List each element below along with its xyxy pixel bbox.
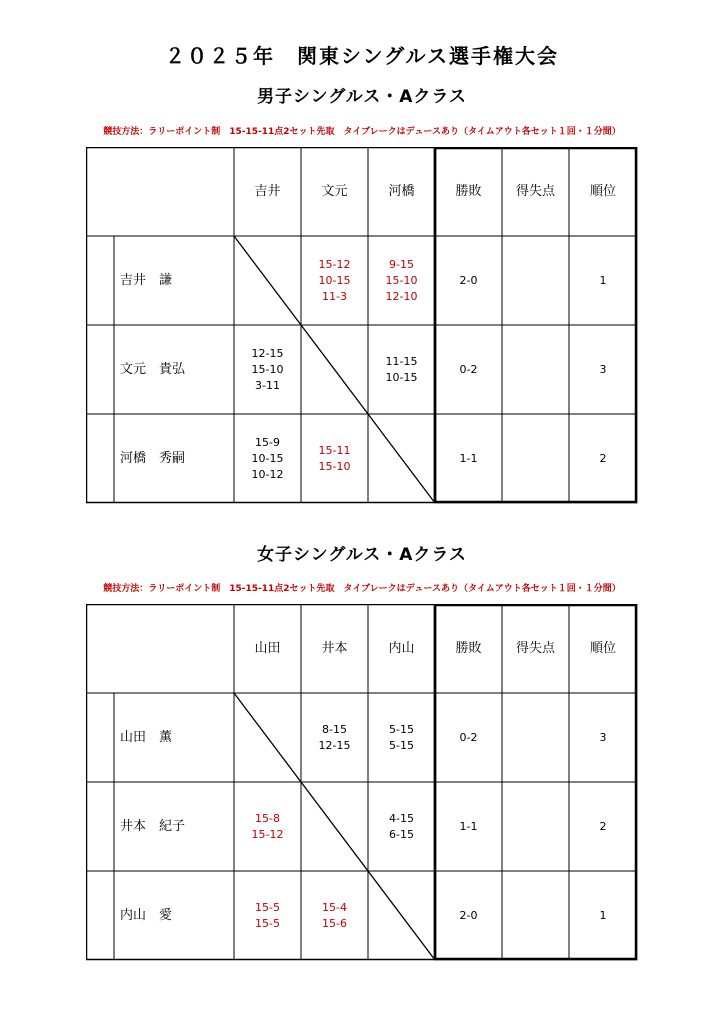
header-opponent-3 xyxy=(368,604,435,693)
set-score: 11-3 xyxy=(322,289,347,303)
rank xyxy=(569,325,637,414)
win-loss-record xyxy=(435,871,502,960)
win-loss-value: 2-0 xyxy=(459,908,478,922)
header-record xyxy=(435,604,502,693)
header-opponent-3 xyxy=(368,147,435,236)
match-score xyxy=(234,414,301,503)
player-name xyxy=(116,414,236,503)
player-name xyxy=(116,871,236,960)
rank-value: 1 xyxy=(599,273,607,287)
rank xyxy=(569,414,637,503)
header-rank xyxy=(569,604,637,693)
point-difference xyxy=(502,236,569,325)
set-score: 6-15 xyxy=(389,827,414,841)
header-points-label: 得失点 xyxy=(515,640,555,656)
header-opponent-3-label: 河橋 xyxy=(388,183,415,199)
rules-text-women: 競技方法：ラリーポイント制 15-15-11点2セット先取 タイブレークはデュースあり（タイムアウト各セット１回・１分間） xyxy=(103,584,621,594)
league-table-women xyxy=(86,604,637,961)
win-loss-record xyxy=(435,693,502,782)
set-score: 15-11 xyxy=(318,443,351,457)
set-score: 8-15 xyxy=(322,722,347,736)
set-score: 10-12 xyxy=(251,467,284,481)
set-score: 12-15 xyxy=(318,738,351,752)
page-title: ２０２５年 関東シングルス選手権大会 xyxy=(165,44,559,68)
set-score: 15-9 xyxy=(255,435,280,449)
match-score xyxy=(301,871,368,960)
set-score: 15-5 xyxy=(255,916,280,930)
set-score: 3-11 xyxy=(255,378,280,392)
point-difference xyxy=(502,782,569,871)
set-score: 11-15 xyxy=(385,354,418,368)
match-score xyxy=(368,693,435,782)
player-name-label: 吉井 謙 xyxy=(120,272,173,288)
header-rank-label: 順位 xyxy=(589,183,616,199)
match-score xyxy=(301,414,368,503)
match-score xyxy=(234,325,301,414)
header-points xyxy=(502,147,569,236)
rank-value: 3 xyxy=(599,362,607,376)
point-difference xyxy=(502,414,569,503)
set-score: 4-15 xyxy=(389,811,414,825)
win-loss-value: 0-2 xyxy=(459,730,478,744)
set-score: 15-12 xyxy=(318,257,351,271)
win-loss-record xyxy=(435,236,502,325)
set-score: 15-10 xyxy=(251,362,284,376)
rank xyxy=(569,236,637,325)
win-loss-value: 1-1 xyxy=(459,451,478,465)
header-opponent-1 xyxy=(234,604,301,693)
set-score: 10-15 xyxy=(385,370,418,384)
set-score: 10-15 xyxy=(318,273,351,287)
match-score xyxy=(368,236,435,325)
player-name xyxy=(116,325,236,414)
player-name xyxy=(116,236,236,325)
league-table-men xyxy=(86,147,637,503)
set-score: 12-10 xyxy=(385,289,418,303)
set-score: 15-10 xyxy=(385,273,418,287)
player-name-label: 山田 薫 xyxy=(120,729,173,745)
set-score: 15-6 xyxy=(322,916,347,930)
rules-text-men: 競技方法：ラリーポイント制 15-15-11点2セット先取 タイブレークはデュースあり（タイムアウト各セット１回・１分間） xyxy=(103,127,621,137)
section-subtitle-women: 女子シングルス・Aクラス xyxy=(257,545,467,565)
match-score xyxy=(234,871,301,960)
header-rank-label: 順位 xyxy=(589,640,616,656)
set-score: 9-15 xyxy=(389,257,414,271)
header-record-label: 勝敗 xyxy=(455,183,482,199)
rank xyxy=(569,782,637,871)
header-opponent-2-label: 井本 xyxy=(321,640,348,656)
win-loss-value: 1-1 xyxy=(459,819,478,833)
rank-value: 1 xyxy=(599,908,607,922)
header-opponent-2 xyxy=(301,147,368,236)
rank xyxy=(569,871,637,960)
match-score xyxy=(301,693,368,782)
player-name-label: 文元 貴弘 xyxy=(120,361,186,377)
rank xyxy=(569,693,637,782)
match-score xyxy=(234,782,301,871)
win-loss-value: 0-2 xyxy=(459,362,478,376)
header-opponent-1-label: 吉井 xyxy=(254,183,281,199)
rank-value: 2 xyxy=(599,451,607,465)
player-name xyxy=(116,693,236,782)
header-opponent-1 xyxy=(234,147,301,236)
point-difference xyxy=(502,325,569,414)
win-loss-record xyxy=(435,782,502,871)
player-name-label: 内山 愛 xyxy=(120,907,173,923)
header-record-label: 勝敗 xyxy=(455,640,482,656)
win-loss-value: 2-0 xyxy=(459,273,478,287)
win-loss-record xyxy=(435,325,502,414)
player-name-label: 井本 紀子 xyxy=(120,818,186,834)
set-score: 10-15 xyxy=(251,451,284,465)
match-score xyxy=(301,236,368,325)
set-score: 15-10 xyxy=(318,459,351,473)
set-score: 15-12 xyxy=(251,827,284,841)
set-score: 5-15 xyxy=(389,722,414,736)
player-name-label: 河橋 秀嗣 xyxy=(120,450,186,466)
rank-value: 3 xyxy=(599,730,607,744)
point-difference xyxy=(502,871,569,960)
header-rank xyxy=(569,147,637,236)
set-score: 12-15 xyxy=(251,346,284,360)
header-points-label: 得失点 xyxy=(515,183,555,199)
point-difference xyxy=(502,693,569,782)
match-score xyxy=(368,325,435,414)
header-opponent-2-label: 文元 xyxy=(321,183,348,199)
set-score: 15-5 xyxy=(255,900,280,914)
set-score: 15-4 xyxy=(322,900,347,914)
player-name xyxy=(116,782,236,871)
win-loss-record xyxy=(435,414,502,503)
section-subtitle-men: 男子シングルス・Aクラス xyxy=(257,87,467,107)
header-opponent-2 xyxy=(301,604,368,693)
header-points xyxy=(502,604,569,693)
set-score: 15-8 xyxy=(255,811,280,825)
match-score xyxy=(368,782,435,871)
rank-value: 2 xyxy=(599,819,607,833)
header-record xyxy=(435,147,502,236)
set-score: 5-15 xyxy=(389,738,414,752)
header-opponent-1-label: 山田 xyxy=(254,640,281,656)
header-opponent-3-label: 内山 xyxy=(388,640,415,656)
